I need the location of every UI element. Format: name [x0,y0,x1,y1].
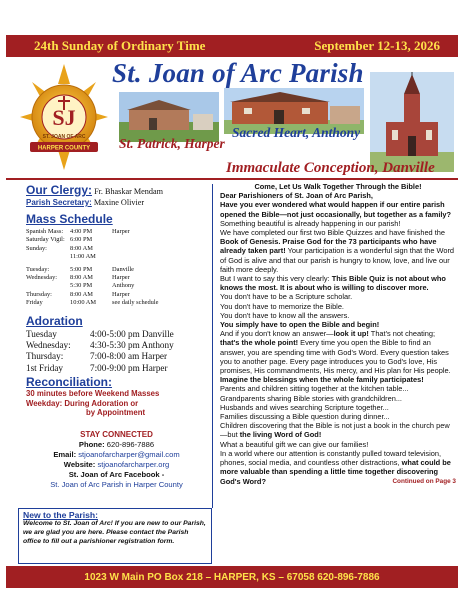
letter-p2 [220,228,456,274]
email-line [26,450,207,460]
immaculate-conception-label: Immaculate Conception, Danville [226,160,435,176]
clergy-heading: Our Clergy: [26,183,93,197]
letter-p4-a: And if you don't know an answer— [220,329,334,339]
mass-cell: Tuesday: [26,265,50,273]
mass-cell [112,253,207,261]
adoration-cell: 4:30-5:30 pm Anthony [90,340,174,351]
st-patrick-photo [119,92,219,142]
mass-cell: Danville [112,265,135,273]
letter-p4-b: look it up! [333,329,369,339]
facebook-link[interactable]: St. Joan of Arc Parish in Harper County [50,480,183,489]
left-column [26,182,207,418]
email-link[interactable]: stjoanofarcharper@gmail.com [78,450,180,459]
mass-cell: 8:00 AM [70,290,93,298]
continued-note: Continued on Page 3 [392,477,456,485]
letter-line-1: You don't have to be a Scripture scholar. [220,292,353,302]
mass-cell: 8:00 AM [70,274,93,282]
adoration-cell: Wednesday: [26,340,71,351]
parish-title: St. Joan of Arc Parish [112,58,364,88]
letter-line-3: You don't have to know all the answers. [220,310,350,320]
phone-line [26,440,207,450]
letter-m5-b: the living Word of God! [239,430,322,440]
sacred-heart-label: Sacred Heart, Anthony [232,125,361,140]
adoration-cell: Thursday: [26,351,64,362]
mass-schedule-heading: Mass Schedule [26,212,113,226]
letter-p2-c: Your participation is a wonderful sign that the Word of God is alive and that our parish is hungry to know, love, and live our faith more deeply. [220,246,455,274]
letter-title: Come, Let Us Walk Together Through the Bible! [254,182,422,191]
letter-p1: Something beautiful is already happening in our parish! [220,218,401,228]
mass-cell [112,236,207,244]
adoration-cell: 7:00-8:00 am Harper [90,351,168,362]
secretary-label: Parish Secretary: [26,198,92,207]
secretary-name: Maxine Olivier [93,198,145,207]
clergy-line [26,183,207,197]
letter-question: Have you ever wondered what would happen if our entire parish opened the Bible—not just occasionally, but together as a family? [220,200,452,219]
adoration-cell: Tuesday [26,328,57,339]
letter-p3 [220,274,456,292]
letter-p4-e: Every time you open the Bible to find an answer, you are spending time with God's Word. Every question takes you to another page. Every page introduces you to God's love, His promises, His commandments, His mercy, and His plan for His people. [220,338,451,376]
mass-cell: 4:00 PM [70,228,93,235]
reconciliation-text [26,389,207,418]
facebook-line [26,470,207,480]
letter-p3-a: But I want to say this very clearly: [220,274,332,284]
mass-cell: 8:00 AM [70,244,93,252]
letter-m3: Husbands and wives searching Scripture together... [220,402,389,412]
mass-cell: 5:30 PM [70,282,93,290]
letter-p4-c: That's not cheating; [368,329,436,339]
adoration-table [26,329,207,375]
letter-p3-b: This Bible Quiz is not about who knows the most. It is about who is willing to discover more. [220,274,446,293]
pastor-letter [220,182,456,486]
adoration-cell: 4:00-5:00 pm Danville [90,328,174,339]
letter-m4: Families discussing a Bible question during dinner... [220,412,390,422]
logo-monogram: SJ [52,105,76,130]
mass-cell: Harper [112,290,130,298]
mass-cell [112,245,207,253]
letter-m2: Grandparents sharing Bible stories with grandchildren... [220,393,402,403]
mass-cell: Harper [112,228,130,235]
phone-label: Phone: [78,440,105,449]
phone-number: 620-896-7886 [106,440,155,449]
mass-cell: Spanish Mass: [26,228,64,235]
mass-cell: Thursday: [26,290,52,298]
new-to-parish-box [18,508,212,564]
letter-p4-d: that's the whole point! [220,338,299,348]
facebook-label: St. Joan of Arc Facebook - [68,470,165,479]
mass-cell: 11:00 AM [70,253,96,261]
reconciliation-line-3: by Appointment [86,408,146,418]
footer-bar [6,566,458,588]
letter-greeting: Dear Parishioners of St. Joan of Arc Parish, [220,191,373,201]
letter-m5 [220,421,456,439]
reconciliation-line-2: Weekday: During Adoration or [26,398,139,408]
column-divider [212,184,213,508]
letter-line-2: You don't have to memorize the Bible. [220,301,344,311]
immaculate-conception-photo [370,72,454,172]
new-to-parish-heading: New to the Parish: [23,510,98,520]
footer-address: 1023 W Main PO Box 218 – HARPER, KS – 67058 620-896-7886 [84,571,380,583]
secretary-line [26,198,207,207]
email-label: Email: [53,450,77,459]
mass-cell [26,253,70,261]
letter-p7-b: what could be more valuable than spending a little time together discovering God's Word? [220,458,451,486]
website-line [26,460,207,470]
website-label: Website: [63,460,96,469]
header-divider [6,178,458,180]
letter-p2-a: We have completed our first two Bible Quizzes and have finished the [220,228,445,238]
letter-m1: Parents and children sitting together at the kitchen table... [220,384,409,394]
mass-cell: Wednesday: [26,274,58,282]
mass-cell: Friday [26,299,43,307]
mass-cell: 10:00 AM [70,299,97,307]
reconciliation-heading: Reconciliation: [26,375,113,390]
mass-cell: Sunday: [26,244,47,252]
clergy-name: Fr. Bhaskar Mendam [94,187,163,196]
mass-cell: 5:00 PM [70,265,93,273]
mass-cell [26,282,70,290]
mass-cell: see daily schedule [112,299,159,307]
bulletin-date: September 12-13, 2026 [314,38,440,53]
mass-cell: 6:00 PM [70,236,93,244]
letter-p4 [220,329,456,375]
new-to-parish-text: Welcome to St. Joan of Arc! If you are new to our Parish, we are glad you are here. Please contact the Parish office to fill out a parishioner registration form. [23,520,206,545]
letter-m5-a: Children discovering that the Bible is not just a book in the church pew—but [220,421,450,440]
letter-p5: Imagine the blessings when the whole family participates! [220,375,424,385]
mass-cell: Saturday Vigil: [26,236,65,244]
logo-county-text: HARPER COUNTY [37,145,91,152]
mass-cell: Anthony [112,282,135,290]
adoration-cell: 7:00-9:00 pm Harper [90,362,168,373]
letter-p7-a: In a world where our attention is constantly pulled toward television, phones, social media, and countless other distractions, [220,448,442,468]
logo-parish-text: ST. JOAN OF ARC [42,134,86,140]
parish-logo [18,62,110,172]
adoration-heading: Adoration [26,313,83,328]
contact-block [26,430,207,490]
reconciliation-line-1: 30 minutes before Weekend Masses [26,389,160,399]
header-bar [6,35,458,57]
contact-heading: STAY CONNECTED [80,430,153,439]
liturgical-week: 24th Sunday of Ordinary Time [34,38,206,53]
letter-p6: What a beautiful gift we can give our families! [220,439,369,449]
letter-line-4: You simply have to open the Bible and begin! [220,320,380,330]
letter-p7 [220,449,456,486]
adoration-cell: 1st Friday [26,362,64,373]
mass-cell: Harper [112,274,130,282]
st-patrick-label: St. Patrick, Harper [119,136,225,151]
website-link[interactable]: stjoanofarcharper.org [97,460,170,469]
mass-schedule-table [26,228,207,308]
letter-p2-b: Book of Genesis. Praise God for the 73 participants who have already taken part! [220,237,437,256]
